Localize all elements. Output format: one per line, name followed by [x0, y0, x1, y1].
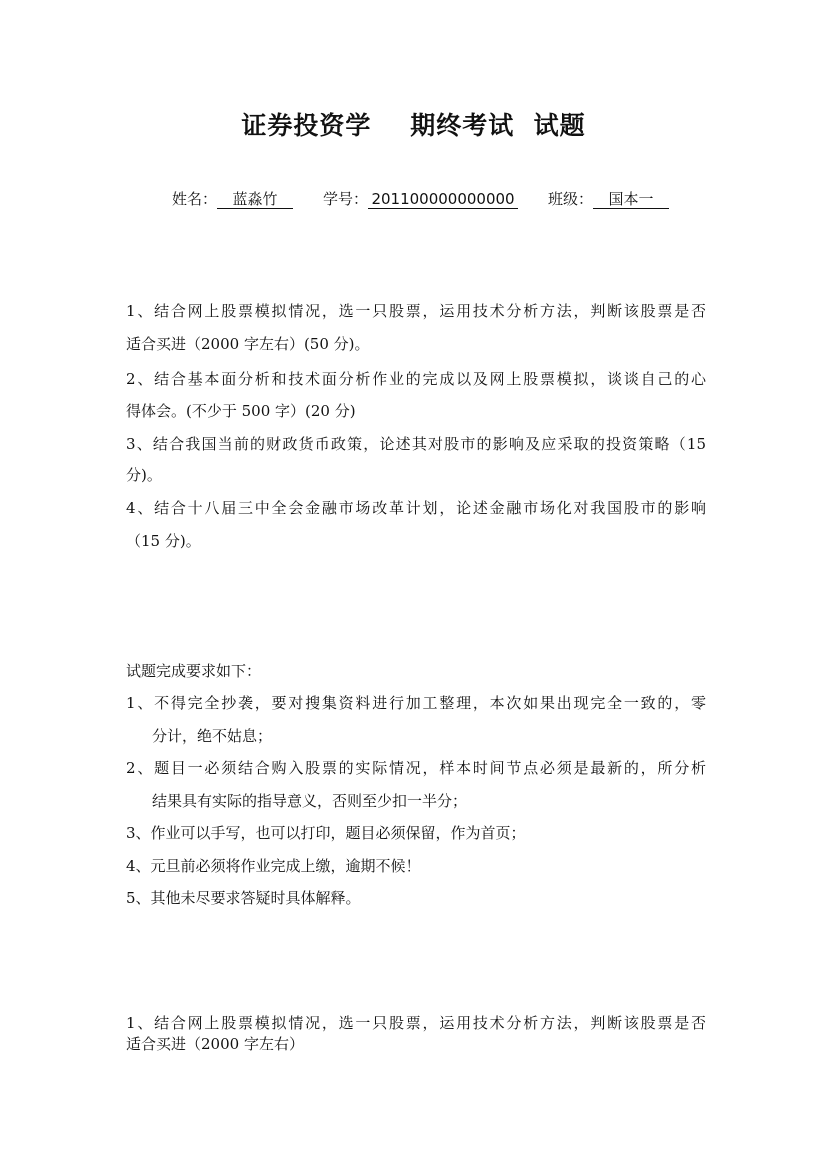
class-value: 国本一 — [593, 190, 669, 209]
id-value: 201100000000000 — [368, 190, 518, 209]
requirement-line: 2、题目一必须结合购入股票的实际情况，样本时间节点必须是最新的，所分析 — [126, 759, 706, 777]
requirement-line: 分计，绝不姑息； — [152, 727, 273, 745]
name-value: 蓝淼竹 — [217, 190, 293, 209]
name-field — [172, 188, 293, 209]
question-line: （15 分)。 — [126, 532, 201, 550]
requirement-line: 1、不得完全抄袭，要对搜集资料进行加工整理，本次如果出现完全一致的，零 — [126, 694, 706, 712]
id-field — [323, 188, 518, 209]
student-info — [0, 188, 827, 212]
question-line: 适合买进（2000 字左右）(50 分)。 — [126, 335, 370, 353]
question-line: 3、结合我国当前的财政货币政策，论述其对股市的影响及应采取的投资策略（15 — [126, 435, 706, 453]
question-line: 适合买进（2000 字左右） — [126, 1035, 304, 1053]
name-label: 姓名： — [172, 190, 218, 208]
requirements-heading: 试题完成要求如下： — [126, 662, 262, 680]
question-line: 2、结合基本面分析和技术面分析作业的完成以及网上股票模拟，谈谈自己的心 — [126, 370, 706, 388]
question-line: 1、结合网上股票模拟情况，选一只股票，运用技术分析方法，判断该股票是否 — [126, 302, 706, 320]
question-line: 1、结合网上股票模拟情况，选一只股票，运用技术分析方法，判断该股票是否 — [126, 1014, 706, 1032]
requirement-line: 4、元旦前必须将作业完成上缴，逾期不候！ — [126, 857, 421, 875]
class-label: 班级： — [548, 190, 594, 208]
id-label: 学号： — [323, 190, 369, 208]
page-title: 证券投资学 期终考试 试题 — [241, 111, 586, 140]
requirement-line: 结果具有实际的指导意义，否则至少扣一半分； — [152, 792, 468, 810]
class-field — [548, 188, 669, 209]
question-line: 分)。 — [126, 466, 162, 484]
question-line: 4、结合十八届三中全会金融市场改革计划，论述金融市场化对我国股市的影响 — [126, 499, 706, 517]
requirement-line: 3、作业可以手写，也可以打印，题目必须保留，作为首页； — [126, 824, 526, 842]
requirement-line: 5、其他未尽要求答疑时具体解释。 — [126, 889, 361, 907]
question-line: 得体会。(不少于 500 字）(20 分) — [126, 402, 356, 420]
